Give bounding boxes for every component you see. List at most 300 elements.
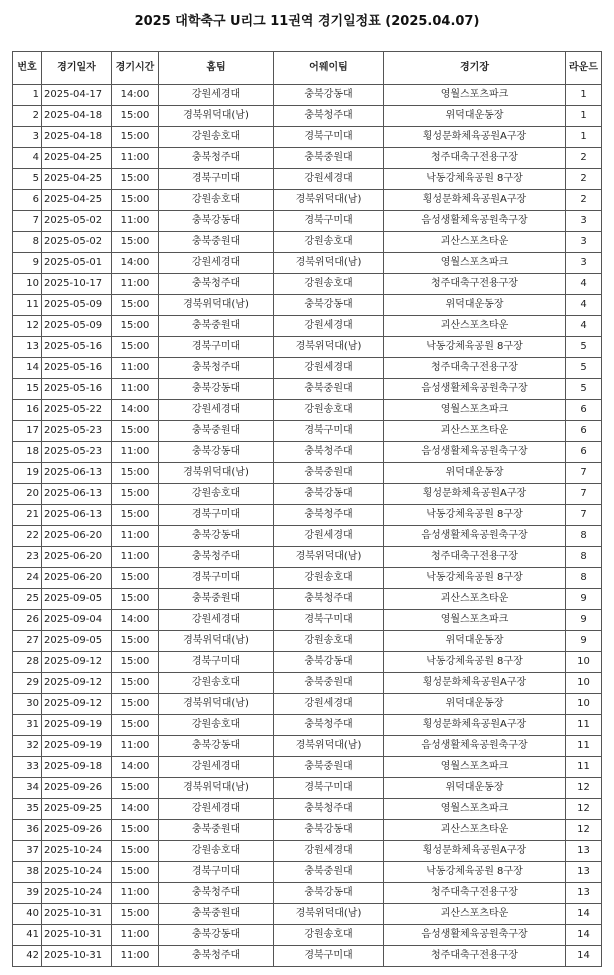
home-team-cell: 충북청주대	[159, 547, 274, 568]
venue-cell: 음성생활체육공원축구장	[384, 925, 566, 946]
match-no-cell: 29	[13, 673, 42, 694]
match-time-cell: 15:00	[112, 862, 159, 883]
match-date-cell: 2025-10-31	[42, 904, 112, 925]
match-no-cell: 30	[13, 694, 42, 715]
match-no-cell: 12	[13, 316, 42, 337]
match-time-cell: 14:00	[112, 400, 159, 421]
table-row	[13, 820, 602, 841]
round-cell: 6	[566, 442, 602, 463]
match-time-cell: 11:00	[112, 736, 159, 757]
match-date-cell: 2025-05-16	[42, 358, 112, 379]
away-team-cell: 강원세경대	[274, 694, 384, 715]
venue-cell: 영월스포츠파크	[384, 757, 566, 778]
round-cell: 13	[566, 883, 602, 904]
table-row	[13, 946, 602, 967]
match-time-cell: 15:00	[112, 841, 159, 862]
header-date: 경기일자	[42, 52, 112, 85]
venue-cell: 음성생활체육공원축구장	[384, 736, 566, 757]
round-cell: 2	[566, 148, 602, 169]
match-no-cell: 27	[13, 631, 42, 652]
match-date-cell: 2025-09-05	[42, 631, 112, 652]
round-cell: 3	[566, 211, 602, 232]
home-team-cell: 충북강동대	[159, 736, 274, 757]
away-team-cell: 충북강동대	[274, 883, 384, 904]
match-date-cell: 2025-10-31	[42, 925, 112, 946]
match-time-cell: 11:00	[112, 211, 159, 232]
table-row	[13, 925, 602, 946]
table-row	[13, 736, 602, 757]
home-team-cell: 충북청주대	[159, 358, 274, 379]
match-no-cell: 32	[13, 736, 42, 757]
match-time-cell: 15:00	[112, 316, 159, 337]
match-time-cell: 11:00	[112, 883, 159, 904]
match-no-cell: 26	[13, 610, 42, 631]
match-date-cell: 2025-10-24	[42, 883, 112, 904]
table-row	[13, 169, 602, 190]
venue-cell: 낙동강체육공원 8구장	[384, 337, 566, 358]
match-date-cell: 2025-09-04	[42, 610, 112, 631]
match-date-cell: 2025-05-23	[42, 421, 112, 442]
home-team-cell: 충북중원대	[159, 589, 274, 610]
round-cell: 12	[566, 778, 602, 799]
venue-cell: 음성생활체육공원축구장	[384, 379, 566, 400]
match-no-cell: 24	[13, 568, 42, 589]
match-time-cell: 11:00	[112, 925, 159, 946]
header-time: 경기시간	[112, 52, 159, 85]
home-team-cell: 충북청주대	[159, 148, 274, 169]
away-team-cell: 충북중원대	[274, 673, 384, 694]
venue-cell: 영월스포츠파크	[384, 253, 566, 274]
home-team-cell: 충북중원대	[159, 316, 274, 337]
table-row	[13, 400, 602, 421]
match-time-cell: 15:00	[112, 484, 159, 505]
table-row	[13, 442, 602, 463]
match-date-cell: 2025-06-13	[42, 463, 112, 484]
match-time-cell: 15:00	[112, 904, 159, 925]
away-team-cell: 경북구미대	[274, 610, 384, 631]
match-date-cell: 2025-05-02	[42, 211, 112, 232]
match-date-cell: 2025-09-26	[42, 820, 112, 841]
home-team-cell: 강원송호대	[159, 715, 274, 736]
away-team-cell: 강원송호대	[274, 274, 384, 295]
match-date-cell: 2025-05-01	[42, 253, 112, 274]
venue-cell: 청주대축구전용구장	[384, 946, 566, 967]
away-team-cell: 충북청주대	[274, 505, 384, 526]
round-cell: 5	[566, 379, 602, 400]
table-row	[13, 883, 602, 904]
table-row	[13, 505, 602, 526]
header-round: 라운드	[566, 52, 602, 85]
match-time-cell: 11:00	[112, 442, 159, 463]
home-team-cell: 강원송호대	[159, 127, 274, 148]
venue-cell: 낙동강체육공원 8구장	[384, 169, 566, 190]
home-team-cell: 경북위덕대(남)	[159, 463, 274, 484]
venue-cell: 영월스포츠파크	[384, 85, 566, 106]
page-title: 2025 대학축구 U리그 11권역 경기일정표 (2025.04.07)	[134, 14, 480, 29]
away-team-cell: 강원세경대	[274, 316, 384, 337]
venue-cell: 낙동강체육공원 8구장	[384, 862, 566, 883]
table-row	[13, 358, 602, 379]
match-date-cell: 2025-05-16	[42, 337, 112, 358]
away-team-cell: 충북강동대	[274, 85, 384, 106]
round-cell: 3	[566, 232, 602, 253]
match-no-cell: 10	[13, 274, 42, 295]
away-team-cell: 강원세경대	[274, 358, 384, 379]
home-team-cell: 경북위덕대(남)	[159, 295, 274, 316]
home-team-cell: 충북강동대	[159, 211, 274, 232]
match-time-cell: 15:00	[112, 127, 159, 148]
header-away-team: 어웨이팀	[274, 52, 384, 85]
match-no-cell: 3	[13, 127, 42, 148]
away-team-cell: 경북위덕대(남)	[274, 190, 384, 211]
match-no-cell: 31	[13, 715, 42, 736]
match-time-cell: 15:00	[112, 589, 159, 610]
match-date-cell: 2025-10-24	[42, 862, 112, 883]
match-no-cell: 38	[13, 862, 42, 883]
match-time-cell: 15:00	[112, 295, 159, 316]
match-no-cell: 20	[13, 484, 42, 505]
match-time-cell: 15:00	[112, 463, 159, 484]
match-time-cell: 14:00	[112, 253, 159, 274]
away-team-cell: 강원송호대	[274, 631, 384, 652]
match-time-cell: 15:00	[112, 190, 159, 211]
match-time-cell: 11:00	[112, 274, 159, 295]
table-row	[13, 211, 602, 232]
match-time-cell: 15:00	[112, 673, 159, 694]
match-time-cell: 15:00	[112, 715, 159, 736]
match-no-cell: 34	[13, 778, 42, 799]
match-no-cell: 36	[13, 820, 42, 841]
venue-cell: 괴산스포츠타운	[384, 904, 566, 925]
match-time-cell: 15:00	[112, 820, 159, 841]
match-no-cell: 13	[13, 337, 42, 358]
match-date-cell: 2025-09-12	[42, 694, 112, 715]
round-cell: 8	[566, 547, 602, 568]
table-row	[13, 610, 602, 631]
table-row	[13, 232, 602, 253]
round-cell: 11	[566, 736, 602, 757]
venue-cell: 영월스포츠파크	[384, 400, 566, 421]
match-no-cell: 17	[13, 421, 42, 442]
home-team-cell: 강원송호대	[159, 841, 274, 862]
match-time-cell: 14:00	[112, 799, 159, 820]
match-date-cell: 2025-09-19	[42, 736, 112, 757]
match-date-cell: 2025-09-12	[42, 673, 112, 694]
venue-cell: 횡성문화체육공원A구장	[384, 190, 566, 211]
round-cell: 4	[566, 274, 602, 295]
round-cell: 14	[566, 946, 602, 967]
away-team-cell: 강원송호대	[274, 925, 384, 946]
match-time-cell: 14:00	[112, 610, 159, 631]
away-team-cell: 강원송호대	[274, 568, 384, 589]
table-row	[13, 190, 602, 211]
away-team-cell: 경북위덕대(남)	[274, 547, 384, 568]
match-time-cell: 15:00	[112, 232, 159, 253]
match-no-cell: 8	[13, 232, 42, 253]
venue-cell: 청주대축구전용구장	[384, 148, 566, 169]
table-row	[13, 862, 602, 883]
round-cell: 7	[566, 505, 602, 526]
away-team-cell: 강원송호대	[274, 232, 384, 253]
match-date-cell: 2025-05-22	[42, 400, 112, 421]
round-cell: 6	[566, 400, 602, 421]
round-cell: 1	[566, 127, 602, 148]
match-date-cell: 2025-04-25	[42, 190, 112, 211]
home-team-cell: 강원세경대	[159, 400, 274, 421]
round-cell: 12	[566, 799, 602, 820]
away-team-cell: 경북위덕대(남)	[274, 253, 384, 274]
home-team-cell: 충북중원대	[159, 820, 274, 841]
away-team-cell: 충북강동대	[274, 652, 384, 673]
home-team-cell: 강원세경대	[159, 757, 274, 778]
table-row	[13, 715, 602, 736]
round-cell: 1	[566, 106, 602, 127]
home-team-cell: 경북구미대	[159, 568, 274, 589]
match-date-cell: 2025-04-25	[42, 148, 112, 169]
away-team-cell: 충북강동대	[274, 820, 384, 841]
table-row	[13, 295, 602, 316]
venue-cell: 괴산스포츠타운	[384, 316, 566, 337]
table-row	[13, 106, 602, 127]
match-date-cell: 2025-06-13	[42, 484, 112, 505]
away-team-cell: 경북위덕대(남)	[274, 904, 384, 925]
venue-cell: 음성생활체육공원축구장	[384, 442, 566, 463]
table-row	[13, 274, 602, 295]
round-cell: 10	[566, 673, 602, 694]
match-no-cell: 6	[13, 190, 42, 211]
match-no-cell: 2	[13, 106, 42, 127]
match-date-cell: 2025-04-25	[42, 169, 112, 190]
home-team-cell: 경북위덕대(남)	[159, 694, 274, 715]
table-row	[13, 85, 602, 106]
venue-cell: 영월스포츠파크	[384, 799, 566, 820]
table-row	[13, 253, 602, 274]
match-time-cell: 15:00	[112, 694, 159, 715]
away-team-cell: 강원세경대	[274, 841, 384, 862]
home-team-cell: 경북구미대	[159, 505, 274, 526]
table-row	[13, 778, 602, 799]
match-no-cell: 11	[13, 295, 42, 316]
venue-cell: 위덕대운동장	[384, 463, 566, 484]
round-cell: 10	[566, 694, 602, 715]
venue-cell: 청주대축구전용구장	[384, 358, 566, 379]
match-date-cell: 2025-06-20	[42, 526, 112, 547]
away-team-cell: 경북구미대	[274, 127, 384, 148]
venue-cell: 위덕대운동장	[384, 106, 566, 127]
venue-cell: 횡성문화체육공원A구장	[384, 673, 566, 694]
venue-cell: 위덕대운동장	[384, 631, 566, 652]
away-team-cell: 충북중원대	[274, 757, 384, 778]
home-team-cell: 강원세경대	[159, 85, 274, 106]
table-row	[13, 421, 602, 442]
round-cell: 2	[566, 190, 602, 211]
home-team-cell: 충북강동대	[159, 442, 274, 463]
match-time-cell: 11:00	[112, 148, 159, 169]
header-home-team: 홈팀	[159, 52, 274, 85]
round-cell: 8	[566, 568, 602, 589]
match-time-cell: 15:00	[112, 106, 159, 127]
match-time-cell: 14:00	[112, 757, 159, 778]
match-no-cell: 19	[13, 463, 42, 484]
table-header-row	[13, 52, 602, 85]
home-team-cell: 강원세경대	[159, 799, 274, 820]
round-cell: 7	[566, 463, 602, 484]
home-team-cell: 경북구미대	[159, 862, 274, 883]
match-time-cell: 15:00	[112, 631, 159, 652]
away-team-cell: 충북중원대	[274, 862, 384, 883]
match-date-cell: 2025-10-31	[42, 946, 112, 967]
match-no-cell: 1	[13, 85, 42, 106]
match-date-cell: 2025-04-17	[42, 85, 112, 106]
home-team-cell: 강원송호대	[159, 673, 274, 694]
venue-cell: 위덕대운동장	[384, 778, 566, 799]
away-team-cell: 충북청주대	[274, 589, 384, 610]
away-team-cell: 충북중원대	[274, 148, 384, 169]
match-time-cell: 14:00	[112, 85, 159, 106]
header-no: 번호	[13, 52, 42, 85]
match-time-cell: 11:00	[112, 946, 159, 967]
venue-cell: 청주대축구전용구장	[384, 547, 566, 568]
match-date-cell: 2025-06-20	[42, 547, 112, 568]
venue-cell: 영월스포츠파크	[384, 610, 566, 631]
table-row	[13, 631, 602, 652]
home-team-cell: 충북중원대	[159, 232, 274, 253]
venue-cell: 괴산스포츠타운	[384, 820, 566, 841]
round-cell: 9	[566, 631, 602, 652]
home-team-cell: 강원송호대	[159, 190, 274, 211]
match-time-cell: 15:00	[112, 652, 159, 673]
home-team-cell: 충북청주대	[159, 883, 274, 904]
home-team-cell: 강원송호대	[159, 484, 274, 505]
match-time-cell: 11:00	[112, 358, 159, 379]
match-no-cell: 4	[13, 148, 42, 169]
match-time-cell: 15:00	[112, 169, 159, 190]
venue-cell: 음성생활체육공원축구장	[384, 211, 566, 232]
away-team-cell: 강원세경대	[274, 526, 384, 547]
match-no-cell: 14	[13, 358, 42, 379]
match-time-cell: 15:00	[112, 505, 159, 526]
table-row	[13, 463, 602, 484]
match-no-cell: 18	[13, 442, 42, 463]
table-row	[13, 127, 602, 148]
round-cell: 10	[566, 652, 602, 673]
match-date-cell: 2025-09-12	[42, 652, 112, 673]
match-time-cell: 15:00	[112, 568, 159, 589]
match-no-cell: 23	[13, 547, 42, 568]
home-team-cell: 경북위덕대(남)	[159, 106, 274, 127]
match-date-cell: 2025-09-18	[42, 757, 112, 778]
venue-cell: 청주대축구전용구장	[384, 883, 566, 904]
home-team-cell: 경북위덕대(남)	[159, 631, 274, 652]
round-cell: 5	[566, 358, 602, 379]
table-row	[13, 757, 602, 778]
round-cell: 11	[566, 715, 602, 736]
away-team-cell: 경북구미대	[274, 946, 384, 967]
away-team-cell: 경북위덕대(남)	[274, 736, 384, 757]
match-no-cell: 21	[13, 505, 42, 526]
venue-cell: 괴산스포츠타운	[384, 232, 566, 253]
match-no-cell: 42	[13, 946, 42, 967]
away-team-cell: 충북중원대	[274, 379, 384, 400]
round-cell: 4	[566, 295, 602, 316]
table-row	[13, 568, 602, 589]
home-team-cell: 충북강동대	[159, 526, 274, 547]
match-no-cell: 9	[13, 253, 42, 274]
away-team-cell: 충북청주대	[274, 442, 384, 463]
round-cell: 11	[566, 757, 602, 778]
table-row	[13, 694, 602, 715]
venue-cell: 청주대축구전용구장	[384, 274, 566, 295]
round-cell: 9	[566, 610, 602, 631]
away-team-cell: 경북구미대	[274, 211, 384, 232]
table-row	[13, 652, 602, 673]
round-cell: 5	[566, 337, 602, 358]
venue-cell: 괴산스포츠타운	[384, 589, 566, 610]
home-team-cell: 충북중원대	[159, 904, 274, 925]
round-cell: 12	[566, 820, 602, 841]
match-no-cell: 25	[13, 589, 42, 610]
venue-cell: 낙동강체육공원 8구장	[384, 505, 566, 526]
match-date-cell: 2025-09-26	[42, 778, 112, 799]
match-date-cell: 2025-09-05	[42, 589, 112, 610]
venue-cell: 위덕대운동장	[384, 694, 566, 715]
round-cell: 7	[566, 484, 602, 505]
table-row	[13, 547, 602, 568]
match-date-cell: 2025-09-19	[42, 715, 112, 736]
away-team-cell: 충북강동대	[274, 295, 384, 316]
away-team-cell: 강원세경대	[274, 169, 384, 190]
venue-cell: 횡성문화체육공원A구장	[384, 127, 566, 148]
table-row	[13, 148, 602, 169]
venue-cell: 횡성문화체육공원A구장	[384, 484, 566, 505]
home-team-cell: 강원세경대	[159, 610, 274, 631]
round-cell: 13	[566, 841, 602, 862]
round-cell: 8	[566, 526, 602, 547]
match-date-cell: 2025-10-24	[42, 841, 112, 862]
round-cell: 14	[566, 925, 602, 946]
schedule-table	[12, 51, 602, 967]
match-date-cell: 2025-05-23	[42, 442, 112, 463]
venue-cell: 낙동강체육공원 8구장	[384, 652, 566, 673]
match-no-cell: 37	[13, 841, 42, 862]
table-row	[13, 337, 602, 358]
match-date-cell: 2025-05-16	[42, 379, 112, 400]
match-no-cell: 22	[13, 526, 42, 547]
match-no-cell: 39	[13, 883, 42, 904]
match-no-cell: 5	[13, 169, 42, 190]
match-time-cell: 15:00	[112, 337, 159, 358]
away-team-cell: 충북청주대	[274, 799, 384, 820]
home-team-cell: 충북중원대	[159, 421, 274, 442]
table-row	[13, 904, 602, 925]
round-cell: 9	[566, 589, 602, 610]
match-no-cell: 16	[13, 400, 42, 421]
match-date-cell: 2025-06-20	[42, 568, 112, 589]
match-date-cell: 2025-05-09	[42, 295, 112, 316]
round-cell: 2	[566, 169, 602, 190]
round-cell: 14	[566, 904, 602, 925]
match-no-cell: 7	[13, 211, 42, 232]
venue-cell: 횡성문화체육공원A구장	[384, 841, 566, 862]
venue-cell: 괴산스포츠타운	[384, 421, 566, 442]
home-team-cell: 경북구미대	[159, 169, 274, 190]
home-team-cell: 경북구미대	[159, 337, 274, 358]
venue-cell: 음성생활체육공원축구장	[384, 526, 566, 547]
match-date-cell: 2025-05-09	[42, 316, 112, 337]
table-row	[13, 673, 602, 694]
match-time-cell: 11:00	[112, 379, 159, 400]
match-no-cell: 33	[13, 757, 42, 778]
